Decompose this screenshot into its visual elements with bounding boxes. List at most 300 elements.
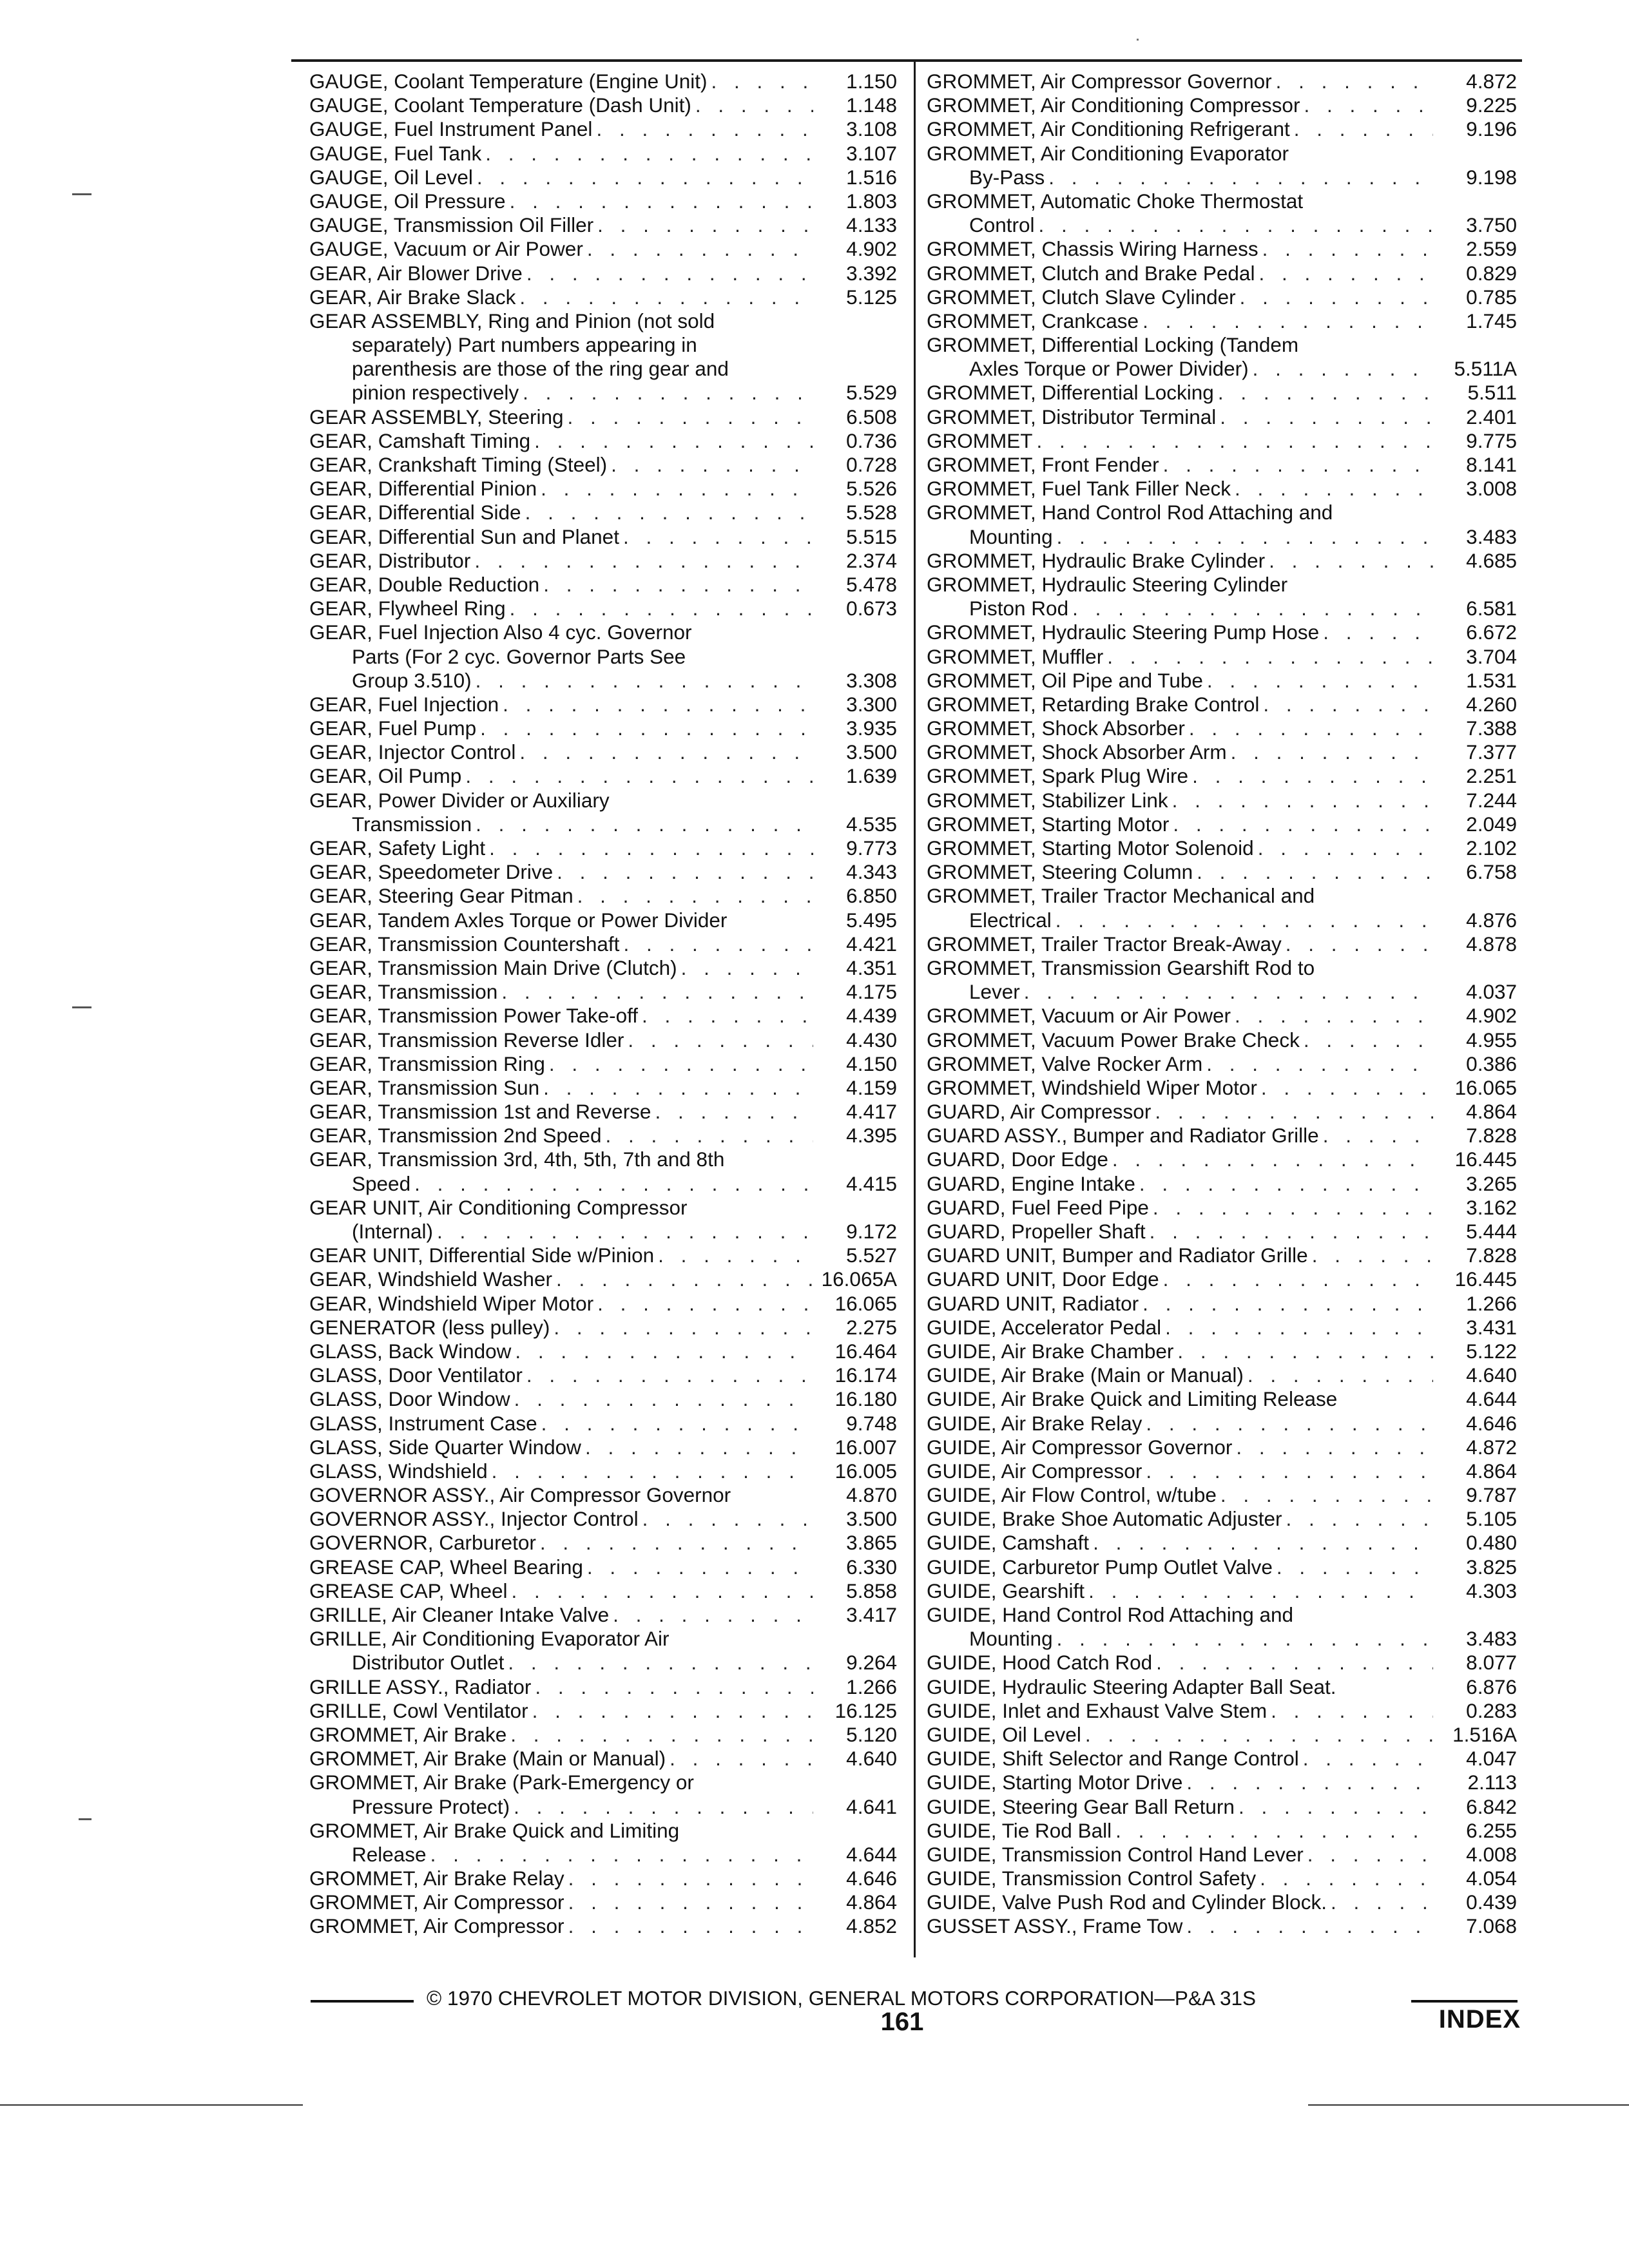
bottom-rule-right [1308,2104,1629,2106]
dot-leader [1169,812,1433,836]
index-entry [927,429,1517,453]
entry-line [927,1531,1517,1555]
entry-text: Group 3.510) [352,668,472,692]
entry-line [927,1723,1517,1747]
index-entry [309,956,897,980]
entry-line [927,669,1517,693]
dot-leader [1244,1363,1433,1387]
entry-text: GROMMET, Air Brake (Park-Emergency or [309,1771,694,1794]
index-entry [309,1052,897,1076]
dot-leader [1227,740,1433,764]
index-entry [309,908,897,932]
index-entry [309,1316,897,1340]
index-entry [309,1387,897,1411]
entry-line [309,1675,897,1699]
dot-leader [1267,1699,1433,1723]
dot-leader [619,932,813,956]
group-number: 4.876 [1466,908,1517,932]
dot-leader [1168,789,1433,812]
dot-leader [601,1124,813,1148]
entry-line [309,1436,897,1459]
entry-text: GROMMET, Air Brake (Main or Manual) [309,1747,666,1771]
group-number: 4.395 [846,1124,897,1148]
dot-leader [1257,1076,1433,1100]
group-number: 0.283 [1466,1698,1517,1722]
dot-leader [519,381,813,405]
entry-line [309,1100,897,1124]
entry-text: Electrical [969,908,1052,932]
group-number: 5.511 [1467,381,1517,405]
entry-text: GUARD, Engine Intake [927,1171,1135,1195]
dot-leader [510,1387,813,1411]
entry-text: GROMMET, Hand Control Rod Attaching and [927,501,1333,524]
entry-line [309,1603,897,1627]
entry-text: GREASE CAP, Wheel [309,1579,508,1602]
group-number: 5.515 [846,524,897,548]
entry-text: GUIDE, Camshaft [927,1531,1090,1555]
entry-line [927,1172,1517,1196]
dot-leader [537,1412,813,1436]
entry-line [927,1052,1517,1076]
entry-text: GAUGE, Coolant Temperature (Engine Unit) [309,70,708,93]
entry-text: GUIDE, Air Flow Control, w/tube [927,1483,1217,1507]
entry-line [927,693,1517,716]
entry-line [927,1603,1517,1627]
index-entry [309,285,897,309]
dot-leader [506,1723,813,1747]
dot-leader [564,1867,813,1890]
entry-text: GROMMET, Vacuum or Air Power [927,1004,1231,1028]
entry-line [309,908,897,932]
entry-line [309,477,897,501]
entry-line [309,1459,897,1483]
entry-line [309,789,897,812]
entry-line [927,1148,1517,1171]
entry-text: GRILLE ASSY., Radiator [309,1675,532,1698]
group-number: 5.526 [846,477,897,501]
index-entry [309,836,897,860]
entry-line [927,1771,1517,1794]
group-number: 9.225 [1466,93,1517,117]
entry-text: GROMMET, Clutch and Brake Pedal [927,261,1255,285]
entry-text: GROMMET, Automatic Choke Thermostat [927,189,1304,213]
entry-line [927,1914,1517,1938]
group-number: 4.008 [1466,1842,1517,1866]
entry-continuation-line [309,645,897,669]
entry-text: parenthesis are those of the ring gear and [352,357,729,381]
group-number: 9.198 [1466,165,1517,189]
group-number: 3.865 [846,1531,897,1555]
index-entry [927,693,1517,716]
dot-leader [1032,429,1433,453]
index-entry [309,1603,897,1627]
group-number: 4.955 [1466,1028,1517,1052]
dot-leader [1182,1914,1433,1938]
dot-leader [1108,1148,1433,1171]
group-number: 5.120 [846,1722,897,1746]
entry-line [309,1483,897,1507]
entry-continuation-line [927,597,1517,620]
index-entry [927,932,1517,956]
index-entry [309,501,897,524]
entry-line [927,740,1517,764]
footer-rule-left [311,2000,414,2003]
dot-leader [1161,1316,1433,1340]
dot-leader [1173,1340,1433,1363]
group-number: 2.559 [1466,237,1517,261]
group-number: 4.150 [846,1052,897,1075]
dot-leader [553,860,813,884]
group-number: 4.852 [846,1914,897,1938]
entry-text: GEAR, Air Blower Drive [309,261,523,285]
index-entry [309,549,897,573]
entry-text: GEAR, Windshield Washer [309,1267,552,1291]
index-entry [927,764,1517,788]
dot-leader [1217,1483,1433,1507]
index-entry [309,932,897,956]
group-number: 4.640 [846,1747,897,1771]
entry-line [309,1148,897,1171]
entry-line [927,1507,1517,1531]
group-number: 6.581 [1466,597,1517,620]
index-entry [309,1459,897,1483]
entry-line [927,381,1517,405]
entry-text: Mounting [969,1627,1053,1651]
index-entry [309,309,897,405]
group-number: 7.244 [1466,788,1517,812]
group-number: 9.196 [1466,117,1517,141]
dot-leader [545,1052,813,1076]
group-number: 3.750 [1466,213,1517,237]
entry-line [309,1244,897,1267]
group-number: 6.842 [1466,1794,1517,1818]
entry-text: GEAR, Differential Sun and Planet [309,524,619,548]
group-number: 3.935 [846,716,897,740]
group-number: 4.430 [846,1028,897,1052]
entry-text: GEAR, Fuel Pump [309,716,477,740]
entry-line [309,549,897,573]
entry-line [309,1914,897,1938]
dot-leader [1214,381,1433,405]
entry-line [309,1890,897,1914]
entry-line [927,1220,1517,1244]
entry-text: GREASE CAP, Wheel Bearing [309,1555,583,1579]
entry-text: Lever [969,980,1020,1004]
footer-copyright: © 1970 CHEVROLET MOTOR DIVISION, GENERAL MOTORS CORPORATION—P&A 31S [427,1986,1257,2010]
entry-text: GUIDE, Oil Level [927,1722,1081,1746]
group-number: 3.392 [846,261,897,285]
group-number: 4.421 [846,932,897,956]
entry-line [927,1124,1517,1148]
dot-leader [593,1292,813,1316]
group-number: 2.102 [1466,836,1517,860]
group-number: 4.439 [846,1004,897,1028]
index-entry [927,1795,1517,1819]
entry-continuation-line [309,812,897,836]
entry-text: GROMMET, Air Compressor Governor [927,70,1272,93]
entry-line [927,262,1517,285]
index-entry [309,1267,897,1291]
entry-line [927,549,1517,573]
dot-leader [1035,213,1433,237]
group-number: 0.439 [1466,1890,1517,1914]
entry-line [927,453,1517,477]
entry-line [309,1531,897,1555]
dot-leader [1327,1890,1433,1914]
group-number: 0.785 [1466,285,1517,309]
index-entry [309,1004,897,1028]
dot-leader [1053,1627,1433,1651]
group-number: 8.141 [1466,453,1517,476]
index-entry [927,812,1517,836]
group-number: 4.417 [846,1100,897,1124]
entry-text: GROMMET, Shock Absorber Arm [927,740,1227,764]
group-number: 3.107 [846,141,897,165]
dot-leader [481,142,813,166]
group-number: 2.251 [1466,764,1517,788]
group-number: 7.377 [1466,740,1517,764]
group-number: 4.646 [1466,1411,1517,1435]
index-entry [927,836,1517,860]
scan-speck [1137,39,1139,41]
entry-line [927,1412,1517,1436]
group-number: 3.308 [846,668,897,692]
index-entry [927,117,1517,141]
index-entry [927,573,1517,620]
entry-text: GROMMET, Hydraulic Steering Pump Hose [927,620,1320,644]
entry-line [309,1292,897,1316]
entry-line [927,1867,1517,1890]
index-entry [309,262,897,285]
entry-text: GEAR, Transmission Sun [309,1075,540,1099]
entry-line [309,693,897,716]
group-number: 0.480 [1466,1531,1517,1555]
entry-text: GEAR, Steering Gear Pitman [309,884,574,908]
group-number: 4.872 [1466,1435,1517,1459]
group-number: 16.464 [834,1339,897,1363]
index-entry [927,477,1517,501]
entry-text: GEAR, Tandem Axles Torque or Power Divider [309,908,728,932]
entry-text: GUIDE, Brake Shoe Automatic Adjuster [927,1507,1282,1531]
dot-leader [499,693,813,716]
dot-leader [536,1531,813,1555]
dot-leader [677,956,813,980]
group-number: 6.850 [846,884,897,908]
entry-text: GUIDE, Accelerator Pedal [927,1315,1162,1339]
group-number: 9.172 [846,1220,897,1243]
margin-mark [79,1818,92,1820]
dot-leader [1202,1052,1433,1076]
entry-line [309,1267,897,1291]
dot-leader [1300,1028,1433,1052]
entry-text: GUIDE, Air Compressor Governor [927,1435,1233,1459]
index-entry [927,1867,1517,1890]
group-number: 4.902 [1466,1004,1517,1028]
index-entry [927,285,1517,309]
index-entry [927,1124,1517,1148]
entry-text: GROMMET, Stabilizer Link [927,788,1168,812]
entry-text: GROMMET, Retarding Brake Control [927,692,1260,716]
index-entry [927,70,1517,93]
entry-continuation-line [309,357,897,381]
index-entry [927,1028,1517,1052]
entry-continuation-line [309,381,897,405]
entry-text: GLASS, Side Quarter Window [309,1435,581,1459]
group-number: 9.748 [846,1411,897,1435]
dot-leader [1203,669,1433,693]
index-entry [927,1747,1517,1771]
entry-line [309,1771,897,1794]
group-number: 0.728 [846,453,897,476]
index-entry [927,1363,1517,1387]
group-number: 6.255 [1466,1818,1517,1842]
entry-line [927,645,1517,669]
group-number: 4.878 [1466,932,1517,956]
entry-text: Parts (For 2 cyc. Governor Parts See [352,644,686,668]
group-number: 1.150 [846,70,897,93]
entry-text: Pressure Protect) [352,1794,510,1818]
group-number: 1.148 [846,93,897,117]
index-entry [309,142,897,166]
dot-leader [593,213,813,237]
group-number: 6.508 [846,405,897,428]
entry-line [927,812,1517,836]
group-number: 9.264 [846,1651,897,1675]
entry-text: GROMMET, Distributor Terminal [927,405,1217,428]
entry-text: GOVERNOR, Carburetor [309,1531,536,1555]
group-number: 16.065 [1454,1075,1517,1099]
dot-leader [1149,1196,1433,1220]
index-entry [927,1603,1517,1651]
entry-line [309,1867,897,1890]
index-entry [927,1819,1517,1843]
group-number: 7.828 [1466,1244,1517,1267]
index-entry [309,716,897,740]
entry-line [309,213,897,237]
entry-text: GUARD UNIT, Bumper and Radiator Grille [927,1244,1308,1267]
entry-text: GROMMET, Starting Motor Solenoid [927,836,1254,860]
index-entry [927,309,1517,333]
dot-leader [523,1363,813,1387]
entry-text: GUARD, Air Compressor [927,1100,1152,1124]
entry-text: GUIDE, Transmission Control Safety [927,1867,1257,1890]
entry-text: GROMMET, Hydraulic Steering Cylinder [927,572,1288,596]
index-entry [309,597,897,620]
dot-leader [539,1076,813,1100]
entry-text: GUARD, Propeller Shaft [927,1220,1146,1243]
group-number: 4.054 [1466,1867,1517,1890]
entry-text: GUARD UNIT, Radiator [927,1291,1139,1315]
entry-text: Speed [352,1171,411,1195]
dot-leader [472,812,813,836]
index-entry [309,1196,897,1244]
dot-leader [1259,693,1433,716]
group-number: 1.745 [1466,309,1517,332]
index-entry [309,93,897,117]
entry-line [927,1699,1517,1723]
index-entry [927,1531,1517,1555]
entry-text: GLASS, Windshield [309,1459,488,1483]
dot-leader [1308,1244,1433,1267]
entry-text: GROMMET, Differential Locking (Tandem [927,333,1299,357]
entry-text: GROMMET, Trailer Tractor Break-Away [927,932,1282,956]
entry-text: GUARD ASSY., Bumper and Radiator Grille [927,1124,1319,1148]
entry-line [927,764,1517,788]
index-entry [927,1555,1517,1579]
dot-leader [1142,1459,1433,1483]
index-entry [927,1387,1517,1411]
group-number: 3.008 [1466,477,1517,501]
dot-leader [1139,1292,1433,1316]
entry-continuation-line [309,669,897,693]
group-number: 4.037 [1466,980,1517,1004]
index-entry [927,716,1517,740]
group-number: 4.047 [1466,1747,1517,1771]
entry-line [927,1363,1517,1387]
group-number: 4.535 [846,812,897,836]
entry-text: GENERATOR (less pulley) [309,1315,550,1339]
entry-text: GROMMET, Valve Rocker Arm [927,1052,1203,1075]
dot-leader [1188,764,1433,788]
entry-line [309,285,897,309]
dot-leader [1319,1124,1433,1148]
index-entry [309,693,897,716]
group-number: 3.704 [1466,644,1517,668]
group-number: 16.445 [1454,1267,1517,1291]
index-entry [927,501,1517,548]
entry-text: Control [969,213,1035,237]
group-number: 0.829 [1466,261,1517,285]
entry-line [309,884,897,908]
entry-line [927,70,1517,93]
index-entry [927,1220,1517,1244]
group-number: 5.125 [846,285,897,309]
group-number: 4.133 [846,213,897,237]
dot-leader [433,1220,813,1244]
entry-text: GLASS, Door Ventilator [309,1363,523,1387]
group-number: 5.495 [846,908,897,932]
entry-line [927,956,1517,980]
entry-line [927,1340,1517,1363]
entry-text: GEAR, Transmission 1st and Reverse [309,1100,651,1124]
index-entry [927,740,1517,764]
group-number: 3.825 [1466,1555,1517,1579]
entry-line [927,1579,1517,1603]
dot-leader [607,453,813,477]
entry-text: GAUGE, Fuel Instrument Panel [309,117,593,141]
group-number: 4.864 [1466,1100,1517,1124]
group-number: 3.265 [1466,1171,1517,1195]
dot-leader [476,716,813,740]
entry-text: Mounting [969,524,1053,548]
entry-line [309,1699,897,1723]
entry-text: separately) Part numbers appearing in [352,333,697,357]
entry-line [309,740,897,764]
index-entry [927,189,1517,237]
dot-leader [1231,477,1433,501]
dot-leader [638,1004,813,1028]
entry-text: GEAR, Speedometer Drive [309,860,554,884]
entry-text: GUIDE, Starting Motor Drive [927,1771,1183,1794]
group-number: 16.125 [834,1698,897,1722]
dot-leader [564,1914,813,1938]
entry-text: GUIDE, Air Brake Chamber [927,1339,1174,1363]
entry-text: GUIDE, Transmission Control Hand Lever [927,1842,1304,1866]
entry-line [309,620,897,644]
index-entry [309,1100,897,1124]
entry-text: GAUGE, Oil Level [309,165,473,189]
entry-line [927,1747,1517,1771]
